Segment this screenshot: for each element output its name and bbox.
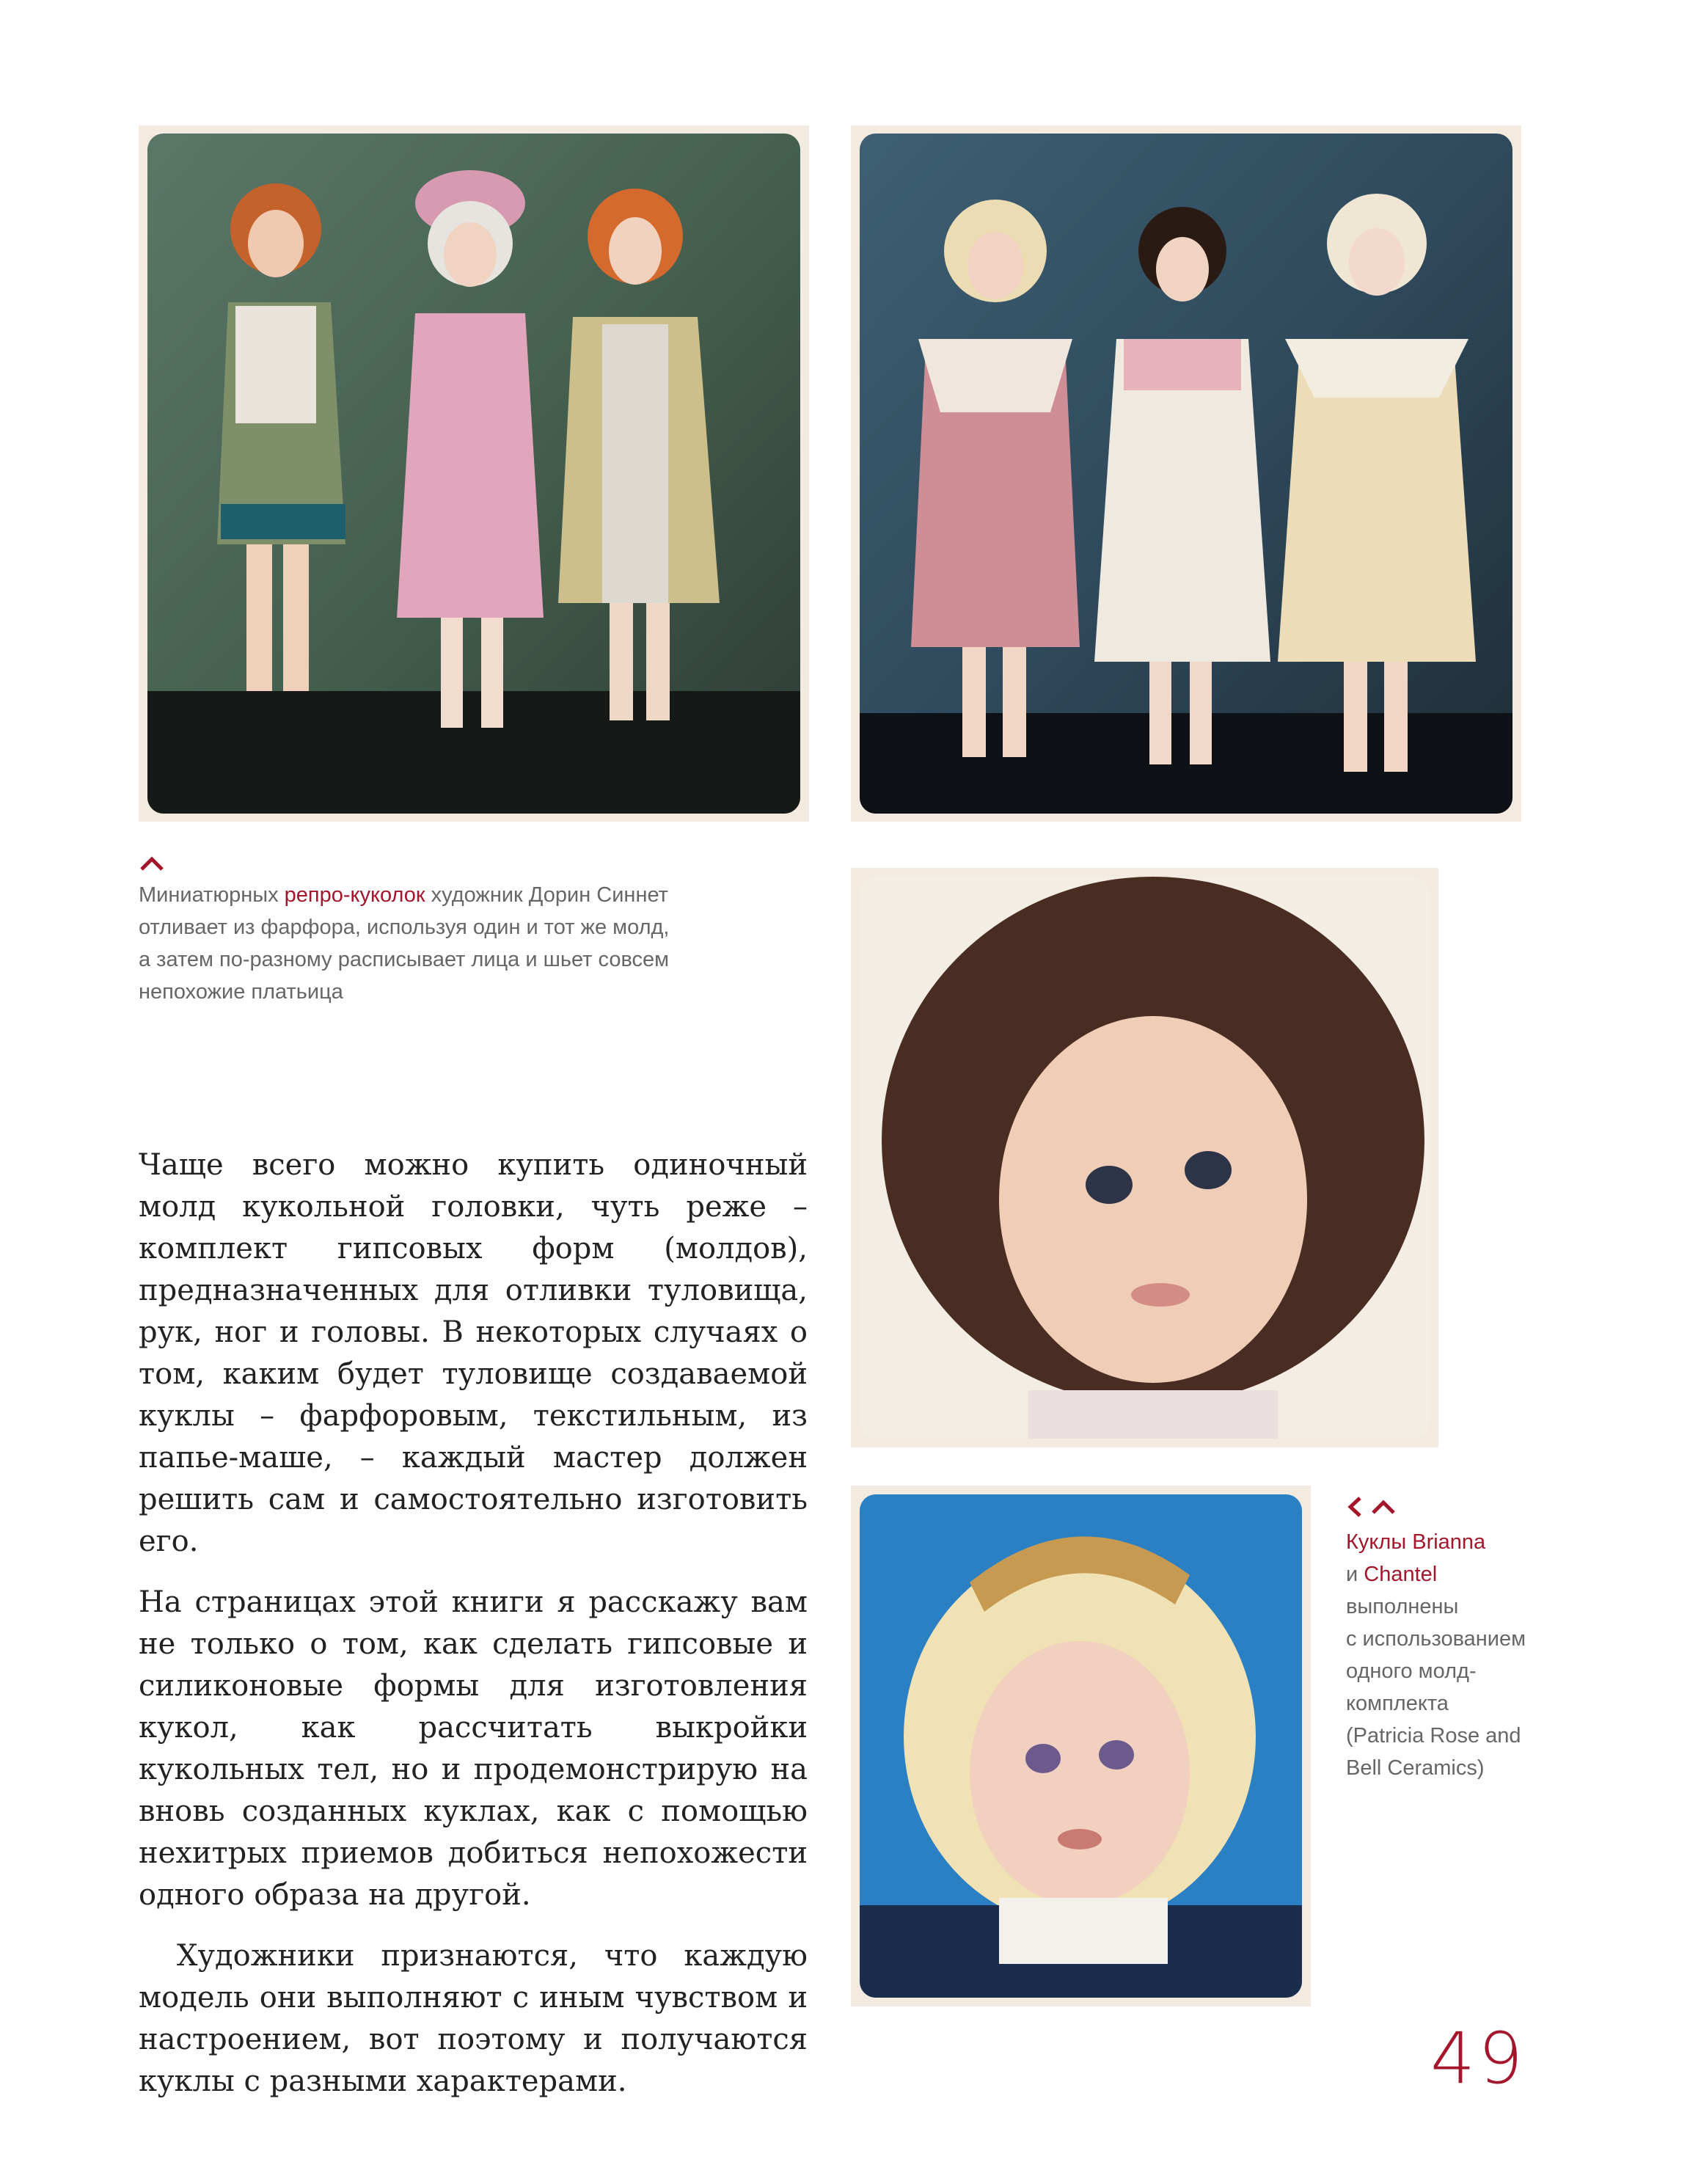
paragraph-2: На страницах этой книги я расскажу вам не только о том, как сделать гипсовые и силиконовые формы для изготовления кукол, как рассчитать выкройки кукольных тел, но и продемонстрирую на вновь созданных куклах, как с помощью нехитрых приемов добиться непохожести одного образа на другой. (139, 1585, 808, 1912)
paragraph-1: Чаще всего можно купить одиночный молд кукольной головки, чуть реже – комплект гипсовых форм (молдов), предназначенных для отливки туловища, рук, ног и головы. В некоторых случаях о том, каким будет туловище создаваемой куклы – фарфоровым, текстильным, из папье-маше, – каждый мастер должен решить сам и самостоятельно изготовить его. (139, 1148, 808, 1558)
photo-blonde-doll (860, 1494, 1302, 1998)
photo-three-dolls-right (860, 134, 1512, 814)
caption2-conj: и (1346, 1563, 1364, 1586)
caption2-name2: Chantel (1364, 1563, 1438, 1586)
chevron-left-icon (1346, 1495, 1364, 1519)
caption2-line5: одного молд- (1346, 1659, 1477, 1683)
caption1-line4: непохожие платьица (139, 980, 343, 1004)
caption2-line8: Bell Ceramics) (1346, 1756, 1485, 1780)
caption2-line6: комплекта (1346, 1692, 1449, 1715)
caption1-line2: отливает из фарфора, используя один и тот же молд, (139, 916, 670, 939)
caption1-prefix: Миниатюрных (139, 883, 285, 907)
photo-three-dolls-left (147, 134, 800, 814)
caption2-name1: Куклы Brianna (1346, 1530, 1486, 1554)
page-number: 49 (1430, 2017, 1526, 2100)
chevron-up-icon (1370, 1498, 1397, 1516)
chevron-up-icon (139, 855, 165, 872)
caption1-line1-rest: художник Дорин Синнет (425, 883, 668, 907)
caption2-line4: с использованием (1346, 1627, 1526, 1651)
caption-brianna-chantel (1346, 1526, 1639, 1784)
caption2-line7: (Patricia Rose and (1346, 1724, 1521, 1747)
body-text (139, 1144, 808, 2103)
caption1-line3: а затем по-разному расписывает лица и шьет совсем (139, 948, 670, 971)
caption2-line3: выполнены (1346, 1595, 1459, 1618)
caption-miniature-dolls (139, 879, 799, 1008)
paragraph-3: Художники признаются, что каждую модель они выполняют с иным чувством и настроением, вот поэтому и получаются куклы с разными характерами. (139, 1939, 808, 2098)
photo-brunette-doll (860, 877, 1430, 1439)
caption1-highlight: репро-куколок (284, 883, 425, 907)
